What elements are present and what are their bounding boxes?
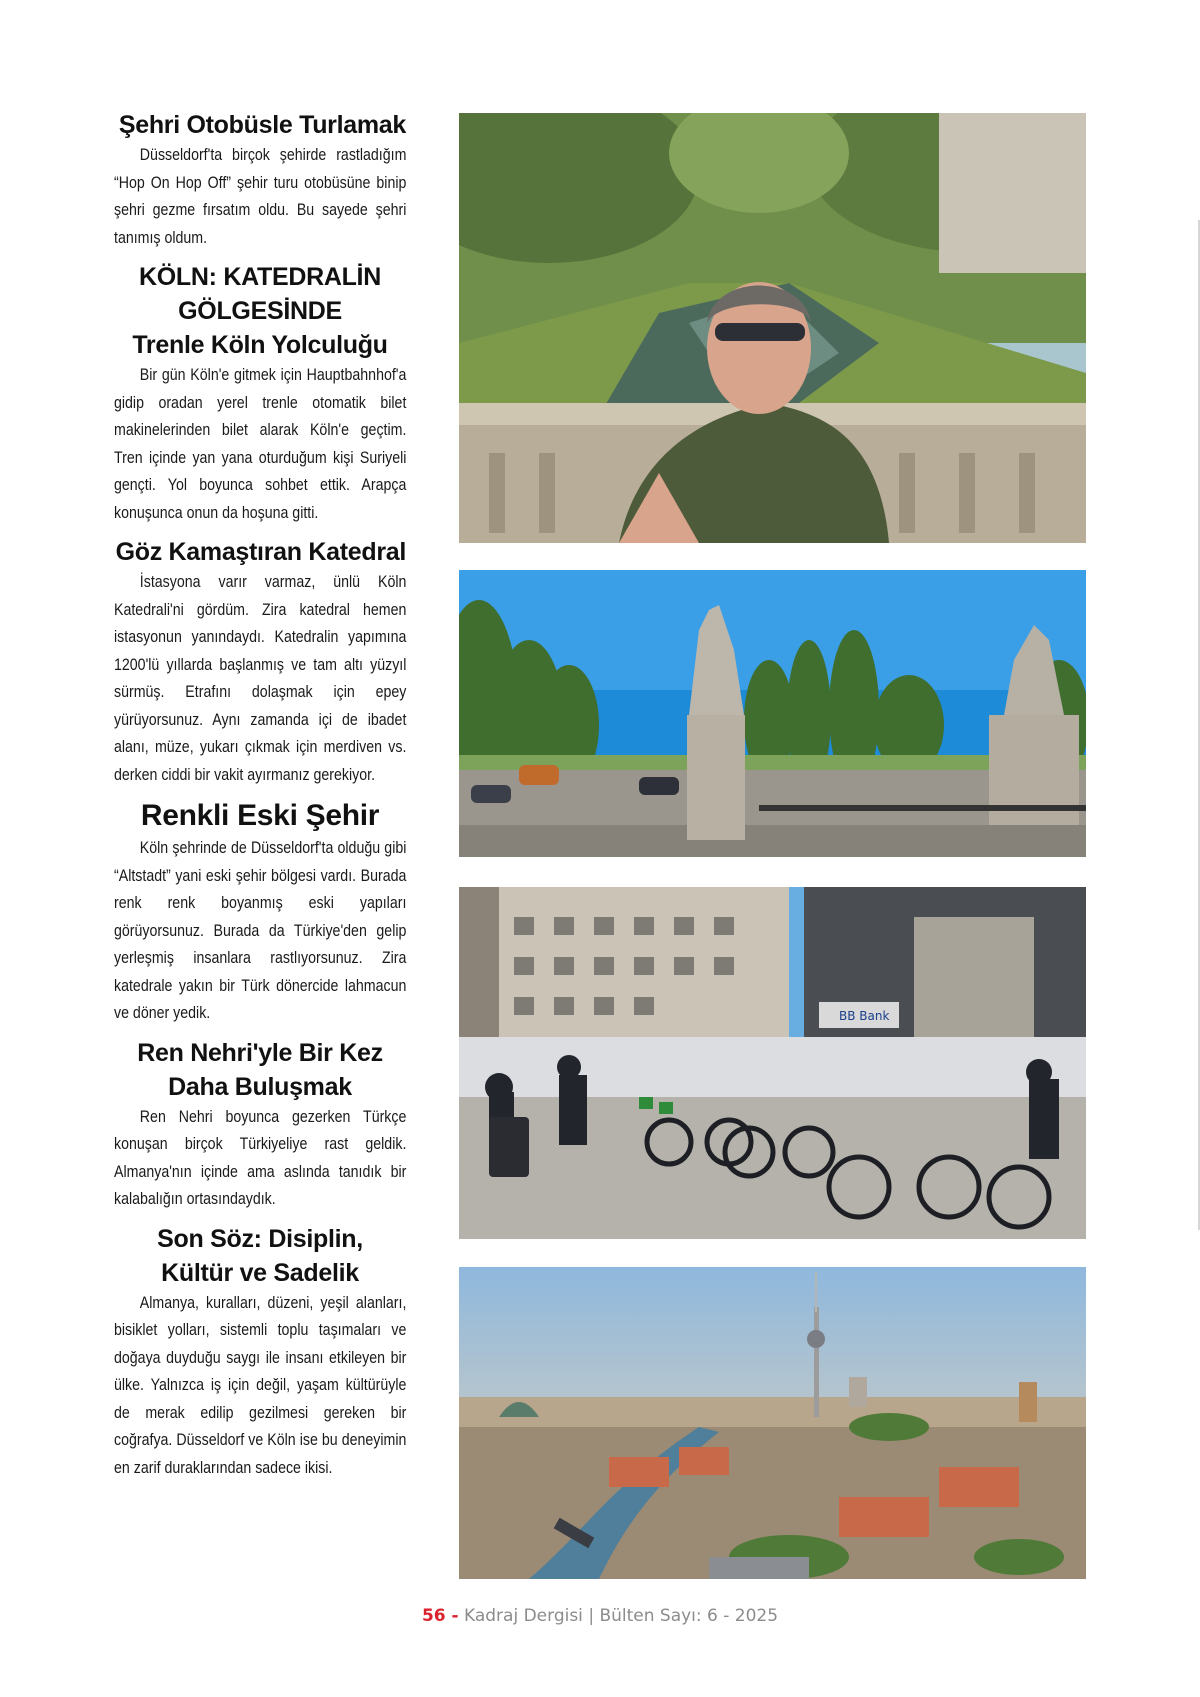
heading-koln-2: GÖLGESİNDE: [178, 297, 342, 325]
heading-final-2: Kültür ve Sadelik: [161, 1258, 359, 1287]
page-number: 56 -: [421, 1606, 459, 1626]
paragraph-old-town: Köln şehrinde de Düsseldorf'ta olduğu gibi “Altstadt” yani eski şehir bölgesi vardı. Burada renk renk boyanmış eski yapıları görüyorsunuz. Burada da Türkiye'den gelip yerleşmiş insanlara rastlıyorsunuz. Zira katedrale yakın bir Türk dönercide lahmacun ve döner yedik.: [114, 839, 407, 1022]
heading-bus-tour: Şehri Otobüsle Turlamak: [118, 111, 406, 139]
paragraph-cathedral: İstasyona varır varmaz, ünlü Köln Katedrali'ni gördüm. Zira katedral hemen istasyonun yanındaydı. Katedralin yapımına 1200'lü yıllarda başlanmış ve tam altı yüzyıl sürmüş. Etrafını dolaşmak için epey yürüyorsunuz. Aynı zamanda içi de ibadet alanı, müze, yukarı çıkmak için merdiven vs. derken ciddi bir vakit ayırmanız gerekiyor.: [114, 573, 407, 784]
bank-sign: BB Bank: [839, 1009, 890, 1023]
heading-rhine-1: Ren Nehri'yle Bir Kez: [137, 1038, 383, 1067]
paragraph-rhine: Ren Nehri boyunca gezerken Türkçe konuşan birçok Türkiyeliye rast geldik. Almanya'nın içinde ama aslında tanıdık bir kalabalığın ortasındaydık.: [114, 1107, 407, 1208]
page-footer: [0, 1606, 1200, 1626]
heading-cathedral: Göz Kamaştıran Katedral: [115, 538, 406, 566]
photo-street-bikes: [459, 887, 1086, 1239]
photo-city-aerial: [459, 1267, 1086, 1579]
article-column: [114, 108, 406, 1488]
heading-train: Trenle Köln Yolculuğu: [132, 331, 388, 359]
paragraph-train: Bir gün Köln'e gitmek için Hauptbahnhof'a gidip oradan yerel trenle otomatik bilet makinelerinden bilet alarak Köln'e geçtim. Tren içinde yan yana oturduğum kişi Suriyeli gençti. Yol boyunca sohbet ettik. Arapça konuşunca onun da hoşuna gitti.: [114, 366, 407, 522]
heading-final-1: Son Söz: Disiplin,: [157, 1224, 363, 1253]
paragraph-bus-tour: Düsseldorf'ta birçok şehirde rastladığım “Hop On Hop Off” şehir turu otobüsüne binip şehri gezme fırsatım oldu. Bu sayede şehri tanımış oldum.: [114, 146, 407, 247]
photo-statue-square: [459, 570, 1086, 857]
heading-rhine-2: Daha Buluşmak: [168, 1072, 352, 1101]
heading-koln-1: KÖLN: KATEDRALİN: [139, 263, 381, 291]
paragraph-final: Almanya, kuralları, düzeni, yeşil alanları, bisiklet yolları, sistemli toplu taşımaları ve doğaya duyduğu saygı ile insanı etkileyen bir ülke. Yalnızca iş için değil, yaşam kültürüyle de merak edilip gezilmesi gereken bir coğrafya. Düsseldorf ve Köln ise bu deneyimin en zarif duraklarından sadece ikisi.: [114, 1293, 407, 1477]
heading-old-town: Renkli Eski Şehir: [140, 799, 380, 832]
photo-canal-selfie: [459, 113, 1086, 543]
magazine-info: Kadraj Dergisi | Bülten Sayı: 6 - 2025: [463, 1606, 779, 1626]
